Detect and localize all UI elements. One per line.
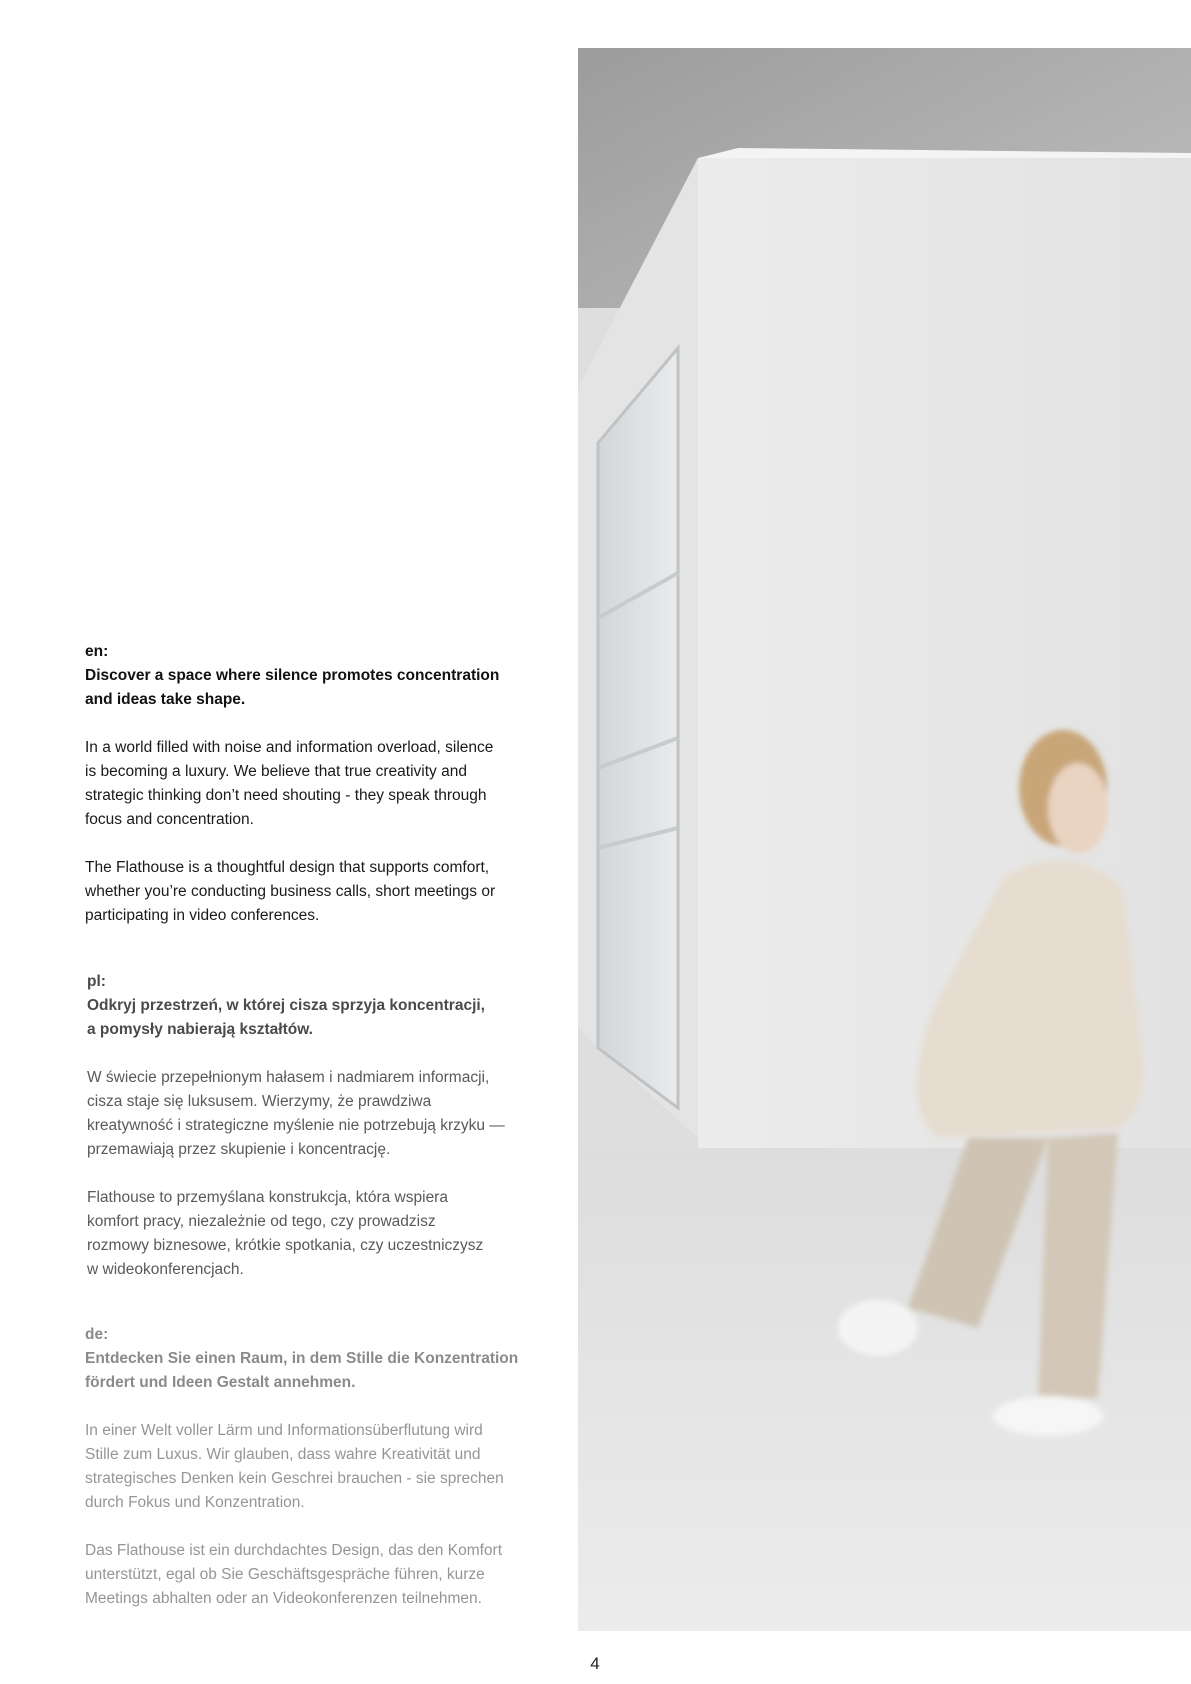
glass-door <box>598 348 678 1108</box>
text-line: durch Fokus und Konzentration. <box>85 1494 305 1511</box>
text-line: rozmowy biznesowe, krótkie spotkania, czy uczestniczysz <box>87 1237 484 1254</box>
text-line: strategic thinking don’t need shouting - they speak through <box>85 787 487 804</box>
heading-line: Discover a space where silence promotes concentration <box>85 667 500 684</box>
text-line: Das Flathouse ist ein durchdachtes Design, das den Komfort <box>85 1542 503 1559</box>
hero-photo <box>578 48 1191 1631</box>
text-line: w wideokonferencjach. <box>87 1261 244 1278</box>
section-en <box>85 640 545 928</box>
heading-line: fördert und Ideen Gestalt annehmen. <box>85 1374 356 1391</box>
text-line: In einer Welt voller Lärm und Informationsüberflutung wird <box>85 1422 483 1439</box>
text-line: Flathouse to przemyślana konstrukcja, która wspiera <box>87 1189 448 1206</box>
text-line: komfort pracy, niezależnie od tego, czy prowadzisz <box>87 1213 436 1230</box>
heading-line: and ideas take shape. <box>85 691 246 708</box>
heading-line: Odkryj przestrzeń, w której cisza sprzyja koncentracji, <box>87 997 485 1014</box>
text-line: participating in video conferences. <box>85 907 320 924</box>
language-label-pl: pl: <box>87 973 106 990</box>
paragraph-pl-1 <box>87 1066 547 1162</box>
heading-line: Entdecken Sie einen Raum, in dem Stille die Konzentration <box>85 1350 519 1367</box>
text-line: In a world filled with noise and information overload, silence <box>85 739 494 756</box>
text-line: focus and concentration. <box>85 811 254 828</box>
paragraph-en-2 <box>85 856 545 928</box>
text-line: przemawiają przez skupienie i koncentrację. <box>87 1141 391 1158</box>
paragraph-de-1 <box>85 1419 545 1515</box>
section-pl <box>87 970 547 1282</box>
text-line: The Flathouse is a thoughtful design that supports comfort, <box>85 859 490 876</box>
heading-line: a pomysły nabierają kształtów. <box>87 1021 313 1038</box>
text-line: is becoming a luxury. We believe that true creativity and <box>85 763 467 780</box>
text-line: kreatywność i strategiczne myślenie nie potrzebują krzyku — <box>87 1117 505 1134</box>
section-de <box>85 1323 545 1611</box>
text-line: strategisches Denken kein Geschrei brauchen - sie sprechen <box>85 1470 504 1487</box>
text-line: Meetings abhalten oder an Videokonferenzen teilnehmen. <box>85 1590 482 1607</box>
text-line: Stille zum Luxus. Wir glauben, dass wahre Kreativität und <box>85 1446 481 1463</box>
page-number: 4 <box>590 1654 600 1673</box>
text-line: unterstützt, egal ob Sie Geschäftsgespräche führen, kurze <box>85 1566 485 1583</box>
paragraph-pl-2 <box>87 1186 547 1282</box>
text-line: cisza staje się luksusem. Wierzymy, że prawdziwa <box>87 1093 432 1110</box>
text-line: W świecie przepełnionym hałasem i nadmiarem informacji, <box>87 1069 490 1086</box>
language-label-de: de: <box>85 1326 109 1343</box>
paragraph-de-2 <box>85 1539 545 1611</box>
text-line: whether you’re conducting business calls, short meetings or <box>85 883 496 900</box>
heading-en <box>85 664 545 712</box>
language-label-en: en: <box>85 643 109 660</box>
heading-de <box>85 1347 545 1395</box>
paragraph-en-1 <box>85 736 545 832</box>
heading-pl <box>87 994 547 1042</box>
